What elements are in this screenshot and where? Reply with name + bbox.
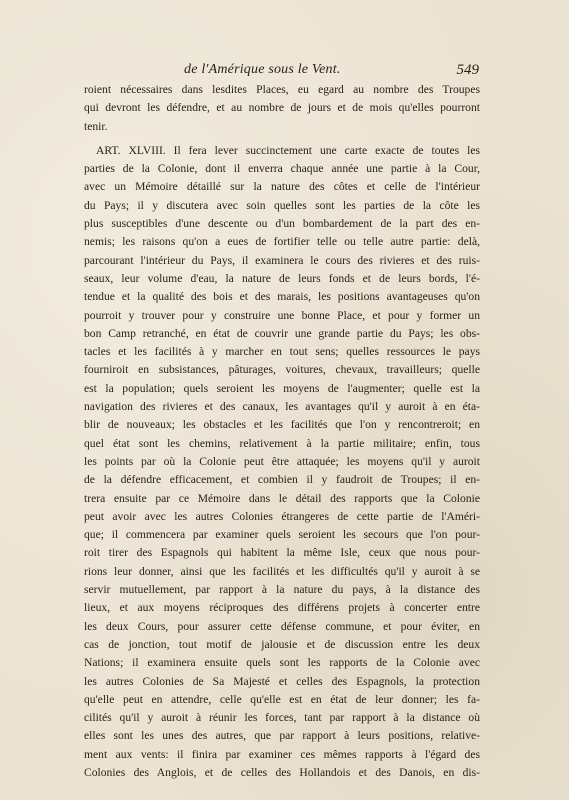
paragraph-article-48 (84, 142, 480, 782)
text-line: rions leur donner, ainsi que les facilités et les difficultés qu'il y auroit à se (84, 564, 480, 578)
text-line: cilités qu'il y auroit à réunir les forces, tant par rapport à la distance où (84, 711, 480, 725)
text-line: elles sont les unes des autres, que par rapport à leurs positions, relative- (84, 729, 480, 743)
text-line: trera ensuite par ce Mémoire dans le détail des rapports que la Colonie (84, 491, 480, 505)
text-line: tendue et la qualité des bois et des marais, les positions avantageuses qu'on (84, 290, 480, 304)
text-line: ment aux vents: il finira par examiner ces mêmes rapports à l'égard des (84, 747, 480, 761)
text-line: qu'elle peut en attendre, celle qu'elle est en état de leur donner; les fa- (84, 692, 480, 706)
text-line: les autres Colonies de Sa Majesté et celles des Espagnols, la protection (84, 674, 480, 688)
main-text (84, 81, 480, 782)
text-line: navigation des rivieres et des canaux, les avantages qu'il y auroit à en éta- (84, 400, 480, 414)
text-line: Nations; il examinera ensuite quels sont les rapports de la Colonie avec (84, 656, 480, 670)
text-line: est la population; quels seroient les moyens de l'augmenter; quelle est la (84, 381, 480, 395)
text-line: ART. XLVIII. Il fera lever succinctement une carte exacte de toutes les (96, 143, 480, 157)
running-head (84, 62, 479, 82)
text-line: pourroit y trouver pour y construire une bonne Place, et pour y former un (84, 308, 480, 322)
text-line: fourniroit en subsistances, pâturages, voitures, chevaux, travailleurs; quelle (84, 363, 480, 377)
text-line: plus susceptibles d'une descente ou d'un bombardement de la part des en- (84, 217, 480, 231)
text-line: parties de la Colonie, dont il enverra chaque année une partie à la Cour, (84, 162, 480, 176)
running-title: de l'Amérique sous le Vent. (184, 62, 341, 77)
paragraph-continuation (84, 81, 480, 136)
text-line: qui devront les défendre, et au nombre de jours et de mois qu'elles pourront (84, 101, 480, 115)
text-line: les points par où la Colonie peut être attaquée; les moyens qu'il y auroit (84, 454, 480, 468)
text-line: lieux, et aux moyens réciproques des différens projets à concerter entre (84, 601, 480, 615)
text-line: bon Camp retranché, en état de couvrir une grande partie du Pays; les obs- (84, 326, 480, 340)
text-line: parcourant l'intérieur du Pays, il examinera le cours des rivieres et des ruis- (84, 253, 480, 267)
text-line: les deux Cours, pour assurer cette défense commune, et pour éviter, en (84, 619, 480, 633)
text-line: tacles et les facilités à y marcher en tout sens; quelles ressources le pays (84, 345, 480, 359)
page-number: 549 (456, 62, 479, 78)
text-line: tenir. (84, 119, 108, 133)
text-line: Colonies des Anglois, et de celles des Hollandois et des Danois, en dis- (84, 765, 480, 779)
text-line: servir mutuellement, par rapport à la nature du pays, à la distance des (84, 583, 480, 597)
text-line: blir de nouveaux; les obstacles et les facilités que l'on y rencontreroit; en (84, 418, 480, 432)
text-line: que; il commencera par examiner quels seroient les secours que l'on pour- (84, 528, 480, 542)
text-line: nemis; les raisons qu'on a eues de fortifier telle ou telle autre partie: delà, (84, 235, 480, 249)
text-line: de la défendre efficacement, et combien il y faudroit de Troupes; il en- (84, 473, 480, 487)
text-line: du Pays; il y discutera avec soin quelles sont les parties de la côte les (84, 198, 480, 212)
text-line: peut avoir avec les autres Colonies étrangeres de cette partie de l'Améri- (84, 509, 480, 523)
text-line: cas de jonction, tout motif de jalousie et de discussion entre les deux (84, 637, 480, 651)
text-line: roit tirer des Espagnols qui habitent la même Isle, ceux que nous pour- (84, 546, 480, 560)
text-line: quel état sont les chemins, relativement à la partie militaire; enfin, tous (84, 436, 480, 450)
text-line: roient nécessaires dans lesdites Places, eu egard au nombre des Troupes (84, 83, 480, 96)
text-line: avec un Mémoire détaillé sur la nature des côtes et celle de l'intérieur (84, 180, 480, 194)
text-line: seaux, leur volume d'eau, la nature de leurs fonds et de leurs bords, l'é- (84, 271, 480, 285)
